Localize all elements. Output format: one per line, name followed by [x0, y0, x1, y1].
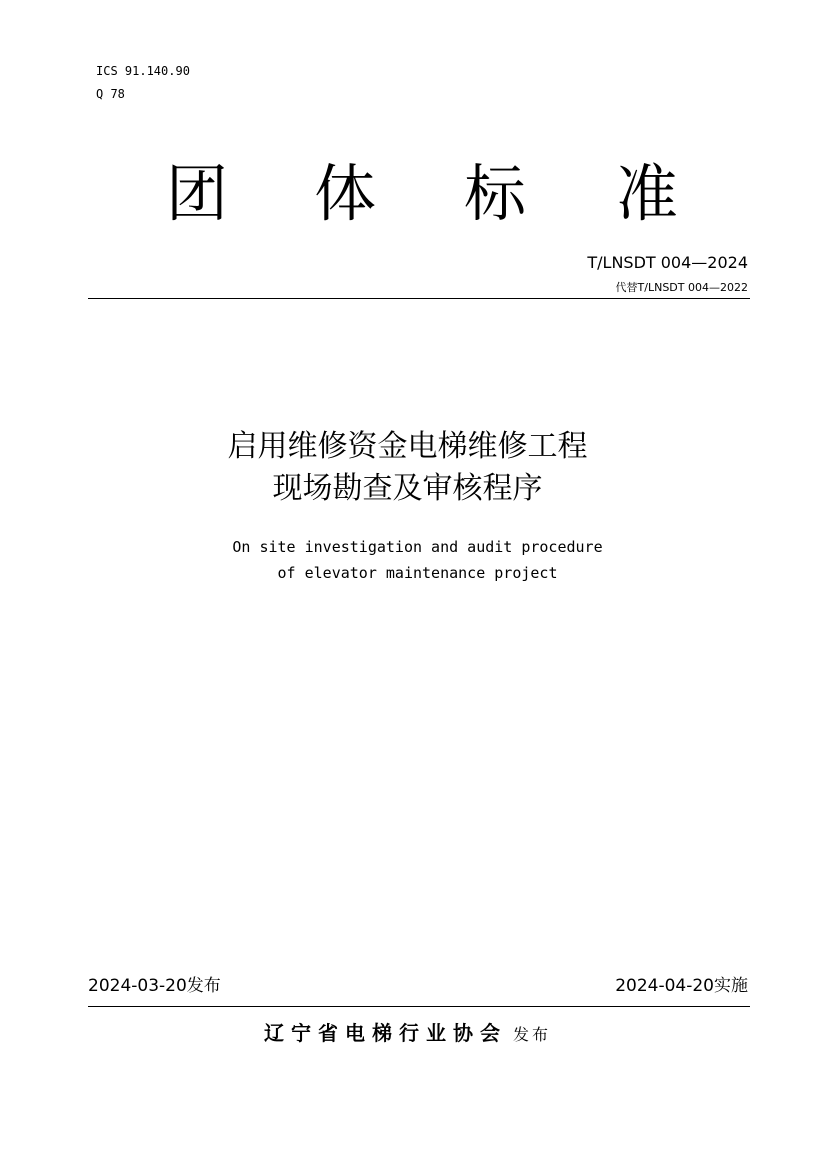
standard-type-char-3: 标 [464, 157, 527, 230]
chinese-title-line-2: 现场勘查及审核程序 [272, 471, 543, 506]
standard-type-char-2: 体 [314, 157, 377, 230]
publisher-line [0, 1017, 815, 1046]
top-divider [88, 298, 750, 299]
publisher-suffix: 发布 [512, 1025, 551, 1044]
standard-type-char-4: 准 [616, 157, 679, 230]
publish-date: 2024-03-20发布 [88, 976, 221, 996]
standard-type-char-1: 团 [166, 157, 229, 230]
publisher-name: 辽宁省电梯行业协会 [263, 1021, 507, 1045]
english-title-line-2: of elevator maintenance project [277, 564, 558, 582]
chinese-title-line-1: 启用维修资金电梯维修工程 [227, 429, 588, 464]
standard-code: T/LNSDT 004—2024 [587, 253, 748, 272]
english-title-line-1: On site investigation and audit procedure [232, 538, 603, 556]
ics-code: ICS 91.140.90 [96, 64, 190, 78]
implement-date: 2024-04-20实施 [615, 976, 748, 996]
replaces-code: 代替T/LNSDT 004—2022 [615, 281, 748, 294]
ccs-code: Q 78 [96, 87, 125, 101]
bottom-divider [88, 1006, 750, 1007]
